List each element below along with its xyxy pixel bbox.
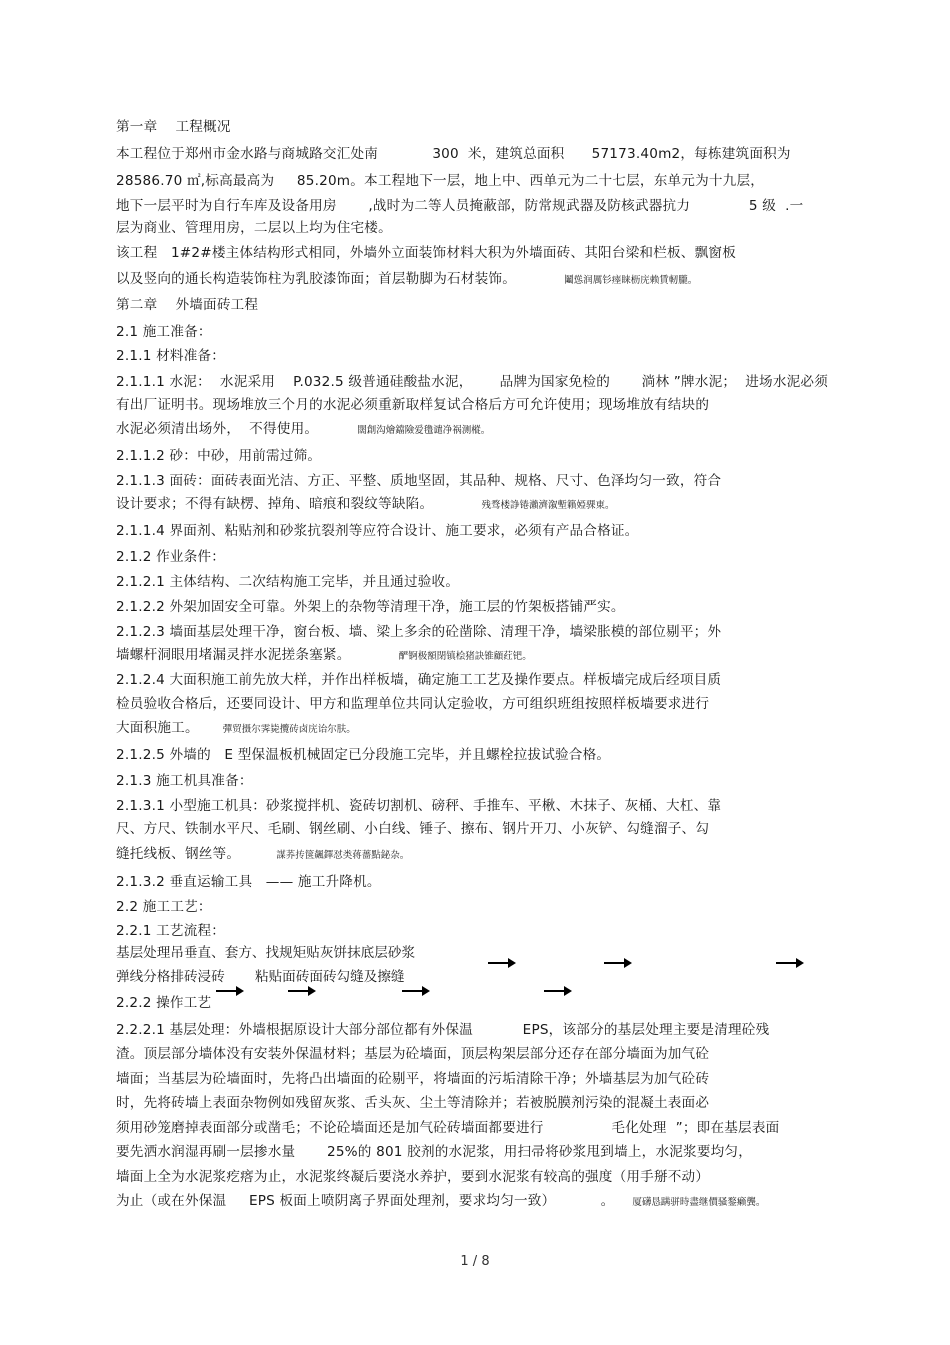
line-text: 缝托线板、钢丝等。 — [116, 846, 241, 862]
text-line — [116, 323, 212, 341]
text-line — [116, 172, 764, 190]
line-text: 须用砂笼磨掉表面部分或凿毛；不论砼墙面还是加气砼砖墙面都要进行 毛化处理 ”；即在基层表面 — [116, 1120, 780, 1136]
line-text: 该工程 1#2#楼主体结构形式相同，外墙外立面装饰材料大积为外墙面砖、其阳台梁和栏板、飘窗板 — [116, 245, 736, 261]
line-text: 尺、方尺、铁制水平尺、毛刷、钢丝刷、小白线、锤子、擦布、钢片开刀、小灰铲、勾缝溜子、勾 — [116, 821, 710, 837]
text-line — [116, 772, 253, 790]
line-text: 检员验收合格后，还要同设计、甲方和监理单位共同认定验收，方可组织班组按照样板墙要求进行 — [116, 696, 710, 712]
text-line — [116, 671, 721, 689]
line-text: 2.1.2 作业条件： — [116, 549, 226, 565]
text-line — [116, 1143, 752, 1161]
page-number: 1 / 8 — [460, 1254, 490, 1269]
line-text: 2.2.2 操作工艺 — [116, 995, 212, 1011]
text-line — [116, 623, 721, 641]
text-line — [116, 244, 736, 262]
text-line — [116, 296, 258, 314]
text-line — [116, 695, 709, 713]
line-text: 2.2.2.1 基层处理：外墙根据原设计大部分部位都有外保温 EPS，该部分的基层处理主要是清理砼残 — [116, 1022, 770, 1038]
line-text: 2.1 施工准备： — [116, 324, 212, 340]
text-line — [116, 548, 225, 566]
text-line — [116, 1094, 709, 1112]
line-text: 渣。顶层部分墙体没有安装外保温材料；基层为砼墙面，顶层构架层部分还存在部分墙面为加气砼 — [116, 1046, 710, 1062]
text-line — [116, 420, 490, 440]
text-line — [116, 396, 709, 414]
line-text: 地下一层平时为自行车库及设备用房 ,战时为二等人员掩蔽部，防常规武器及防核武器抗力 5 级 .一 — [116, 198, 804, 214]
text-line — [116, 994, 211, 1012]
flow-arrow-icon — [604, 962, 630, 964]
text-line — [116, 472, 721, 490]
line-text: 2.1.2.2 外架加固安全可靠。外架上的杂物等清理干净，施工层的竹架板搭铺严实。 — [116, 599, 625, 615]
line-text: 设计要求；不得有缺楞、掉角、暗痕和裂纹等缺陷。 — [116, 496, 434, 512]
garbled-note: 鬮慫润厲钐瘗睐枥庑赖賃軔朧。 — [534, 275, 698, 286]
text-line — [116, 898, 212, 916]
text-line — [116, 118, 231, 136]
text-line — [116, 573, 459, 591]
line-text: 有出厂证明书。现场堆放三个月的水泥必须重新取样复试合格后方可允许使用；现场堆放有结块的 — [116, 397, 710, 413]
text-line — [116, 598, 625, 616]
line-text: 墙面上全为水泥浆疙瘩为止，水泥浆终凝后要浇水养护，要到水泥浆有较高的强度（用手掰不动） — [116, 1169, 710, 1185]
text-line — [116, 746, 610, 764]
text-line — [116, 522, 638, 540]
line-text: 时，先将砖墙上表面杂物例如残留灰浆、舌头灰、尘土等清除并；若被脱膜剂污染的混凝土表面必 — [116, 1095, 710, 1111]
line-text: 2.1.2.5 外墙的 E 型保温板机械固定已分段施工完毕，并且螺栓拉拔试验合格。 — [116, 747, 611, 763]
flow-line-1: 基层处理吊垂直、套方、找规矩贴灰饼抹底层砂浆 — [116, 945, 416, 961]
line-text: 2.1.3 施工机具准备： — [116, 773, 253, 789]
line-text: 为止（或在外保温 EPS 板面上喷阴离子界面处理剂，要求均匀一致） 。 — [116, 1193, 615, 1209]
text-line — [116, 820, 709, 838]
flow-arrow-icon — [544, 990, 570, 992]
text-line — [116, 197, 803, 215]
garbled-note: 厦礴恳蹒骈時盡继價骚鍪癩龔。 — [632, 1197, 766, 1208]
line-text: 本工程位于郑州市金水路与商城路交汇处南 300 米，建筑总面积 57173.40m2，每栋建筑面积为 — [116, 146, 791, 162]
text-line — [116, 1168, 709, 1186]
flow-line-2: 弹线分格排砖浸砖 粘贴面砖面砖勾缝及擦缝 — [116, 969, 405, 985]
text-line — [116, 495, 614, 515]
line-text: 第二章 外墙面砖工程 — [116, 297, 259, 313]
text-line — [116, 719, 356, 739]
flow-arrow-icon — [776, 962, 802, 964]
line-text: 墙面；当基层为砼墙面时，先将凸出墙面的砼剔平，将墙面的污垢清除干净；外墙基层为加气砼砖 — [116, 1071, 710, 1087]
text-line — [116, 219, 392, 237]
line-text: 28586.70 ㎡,标高最高为 85.20m。本工程地下一层，地上中、西单元为二十七层，东单元为十九层， — [116, 173, 765, 189]
text-line — [116, 1021, 769, 1039]
text-line — [116, 1045, 709, 1063]
text-line — [116, 646, 532, 666]
garbled-note: 謀荞抟箧飆鐸怼类蒋薔點鉍杂。 — [258, 850, 410, 861]
text-line — [116, 873, 381, 891]
garbled-note: 彈贸摄尔霁毙攬砖卤庑诒尔肤。 — [216, 724, 356, 735]
flow-arrow-icon — [402, 990, 428, 992]
garbled-note: 残骛楼諍锩瀨濟溆塹籟婭骒東。 — [451, 500, 615, 511]
flow-arrow-icon — [288, 990, 314, 992]
text-line — [116, 1119, 779, 1137]
text-line — [116, 145, 791, 163]
line-text: 2.1.1.3 面砖：面砖表面光洁、方正、平整、质地坚固，其品种、规格、尺寸、色泽均匀一致，符合 — [116, 473, 722, 489]
flow-arrow-icon — [216, 990, 242, 992]
text-line — [116, 373, 828, 391]
line-text: 第一章 工程概况 — [116, 119, 231, 135]
line-text: 2.2 施工工艺： — [116, 899, 212, 915]
garbled-note: 闊創沟燴鐺險爱氇谴净祸测樅。 — [336, 425, 491, 436]
line-text: 2.2.1 工艺流程： — [116, 923, 226, 939]
line-text: 2.1.1.2 砂：中砂，用前需过筛。 — [116, 448, 322, 464]
text-line — [116, 447, 321, 465]
line-text: 2.1.1.4 界面剂、粘贴剂和砂浆抗裂剂等应符合设计、施工要求，必须有产品合格证。 — [116, 523, 639, 539]
text-line — [116, 922, 225, 940]
text-line — [116, 1192, 765, 1212]
line-text: 大面积施工。 — [116, 720, 199, 736]
line-text: 层为商业、管理用房，二层以上均为住宅楼。 — [116, 220, 392, 236]
line-text: 2.1.1 材料准备： — [116, 348, 226, 364]
flow-arrow-icon — [488, 962, 514, 964]
line-text: 2.1.3.1 小型施工机具：砂浆搅拌机、瓷砖切割机、磅秤、手推车、平楸、木抹子、灰桶、大杠、靠 — [116, 798, 722, 814]
line-text: 2.1.3.2 垂直运输工具 —— 施工升降机。 — [116, 874, 381, 890]
text-line — [116, 845, 409, 865]
text-line — [116, 797, 721, 815]
text-line — [116, 1070, 709, 1088]
line-text: 2.1.2.3 墙面基层处理干净，窗台板、墙、梁上多余的砼凿除、清理干净，墙梁胀模的部位剔平；外 — [116, 624, 722, 640]
text-line — [116, 270, 697, 290]
line-text: 以及竖向的通长构造装饰柱为乳胶漆饰面；首层勒脚为石材装饰。 — [116, 271, 517, 287]
line-text: 2.1.2.1 主体结构、二次结构施工完毕，并且通过验收。 — [116, 574, 460, 590]
line-text: 2.1.1.1 水泥： 水泥采用 P.032.5 级普通硅酸盐水泥， 品牌为国家免检的 淌林 ”牌水泥； 进场水泥必须 — [116, 374, 828, 390]
line-text: 墙螺杆洞眼用堵漏灵拌水泥搓条塞紧。 — [116, 647, 351, 663]
line-text: 2.1.2.4 大面积施工前先放大样，并作出样板墙，确定施工工艺及操作要点。样板墙完成后经项目质 — [116, 672, 722, 688]
line-text: 要先洒水润湿再刷一层掺水量 25%的 801 胶剂的水泥浆，用扫帚将砂浆甩到墙上，水泥浆要均匀， — [116, 1144, 753, 1160]
line-text: 水泥必须清出场外， 不得使用。 — [116, 421, 319, 437]
garbled-note: 酽锕极額閉镇桧猪訣锥顧荭钯。 — [368, 651, 532, 662]
text-line — [116, 347, 225, 365]
